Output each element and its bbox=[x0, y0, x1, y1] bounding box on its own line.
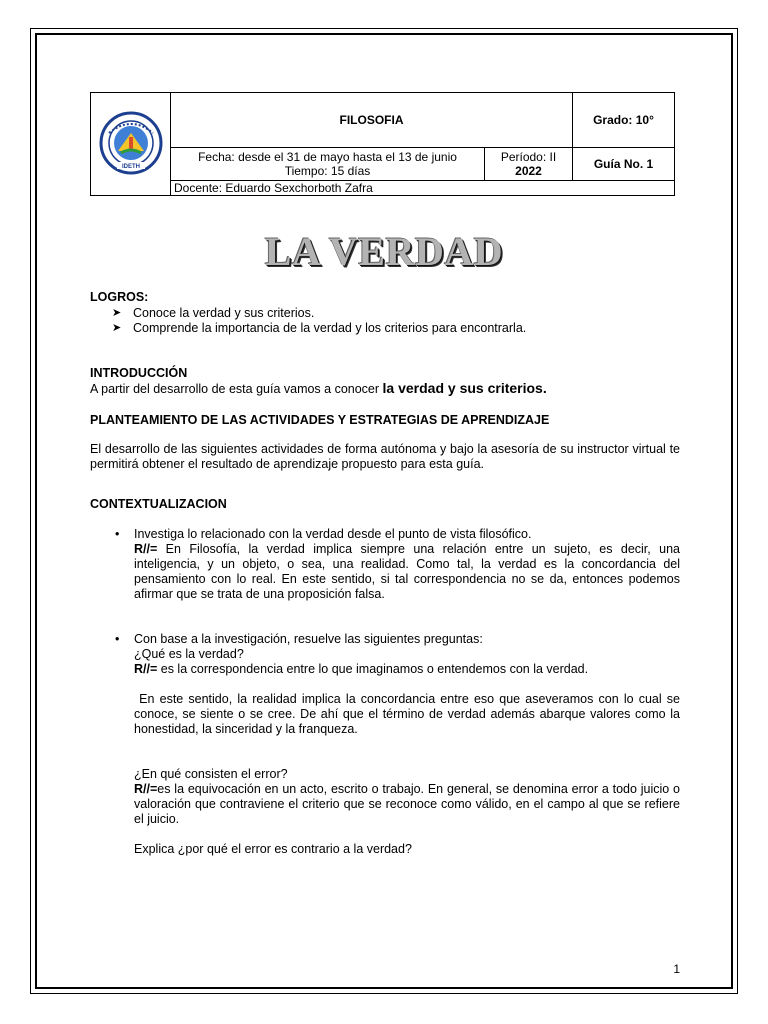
period-label: Período: II bbox=[500, 150, 557, 164]
intro-text: A partir del desarrollo de esta guía vamos a conocer la verdad y sus criterios. bbox=[90, 380, 547, 396]
arrow-bullet-icon: ➤ bbox=[112, 307, 122, 319]
item2-a1: R//= es la correspondencia entre lo que imaginamos o entendemos con la verdad. bbox=[134, 662, 589, 676]
item2-q2: ¿En qué consisten el error? bbox=[134, 767, 288, 781]
arrow-bullet-icon: ➤ bbox=[112, 322, 122, 334]
document-body bbox=[90, 290, 684, 857]
item2-q1: ¿Qué es la verdad? bbox=[134, 647, 244, 661]
item1-question: Investiga lo relacionado con la verdad desde el punto de vista filosófico. bbox=[134, 527, 532, 541]
item2-a2: R//=es la equivocación en un acto, escrito o trabajo. En general, se denomina error a todo juicio o valoración que contraviene el criterio que se reconoce como válido, en el campo al que se refiere el juicio. bbox=[134, 782, 680, 826]
bullet-dot-icon: • bbox=[115, 527, 120, 541]
period-year: 2022 bbox=[515, 164, 542, 178]
logros-list bbox=[90, 306, 680, 336]
date-cell bbox=[171, 148, 485, 181]
page-number: 1 bbox=[673, 962, 680, 976]
item2-question: Con base a la investigación, resuelve las siguientes preguntas: bbox=[134, 632, 483, 646]
teacher-name: Docente: Eduardo Sexchorboth Zafra bbox=[171, 181, 675, 196]
guide-number: Guía No. 1 bbox=[573, 148, 675, 181]
school-logo-icon bbox=[99, 111, 163, 175]
logo-text: IDETH bbox=[121, 163, 140, 170]
item1-answer: R//= En Filosofía, la verdad implica siempre una relación entre un sujeto, es decir, una inteligencia, y un objeto, o sea, una realidad. Como tal, la verdad es la concordancia del pensamiento con lo real. En este sentido, si tal correspondencia no se da, entonces podemos afirmar que se trata de una proposición falsa. bbox=[134, 542, 680, 601]
logros-item: ➤ Comprende la importancia de la verdad y los criterios para encontrarla. bbox=[112, 321, 527, 335]
grade-label: Grado: 10° bbox=[573, 93, 675, 148]
logros-heading: LOGROS: bbox=[90, 290, 149, 304]
item2-q3: Explica ¿por qué el error es contrario a la verdad? bbox=[134, 842, 412, 856]
planteamiento-heading: PLANTEAMIENTO DE LAS ACTIVIDADES Y ESTRATEGIAS DE APRENDIZAJE bbox=[90, 413, 550, 427]
context-item-1 bbox=[90, 527, 680, 602]
bullet-dot-icon: • bbox=[115, 632, 120, 646]
subject-title: FILOSOFIA bbox=[171, 93, 573, 148]
contextualizacion-heading: CONTEXTUALIZACION bbox=[90, 497, 227, 511]
date-line: Fecha: desde el 31 de mayo hasta el 13 de junio bbox=[198, 150, 457, 164]
item2-a1-continued: En este sentido, la realidad implica la concordancia entre eso que aseveramos con lo cual se conoce, se siente o se cree. De ahí que el término de verdad además abarque valores como la honestidad, la sinceridad y la franqueza. bbox=[134, 692, 684, 736]
logros-item: ➤ Conoce la verdad y sus criterios. bbox=[112, 306, 315, 320]
intro-heading: INTRODUCCIÓN bbox=[90, 366, 188, 380]
time-line: Tiempo: 15 días bbox=[284, 164, 371, 178]
school-logo-cell bbox=[91, 93, 171, 196]
period-cell bbox=[485, 148, 573, 181]
context-item-2 bbox=[90, 632, 680, 677]
intro-bold: la verdad y sus criterios. bbox=[382, 380, 547, 396]
document-title: LA VERDAD bbox=[264, 229, 504, 274]
header-table bbox=[90, 92, 675, 196]
planteamiento-text: El desarrollo de las siguientes actividades de forma autónoma y bajo la asesoría de su instructor virtual te permitirá obtener el resultado de aprendizaje propuesto para esta guía. bbox=[90, 442, 680, 471]
